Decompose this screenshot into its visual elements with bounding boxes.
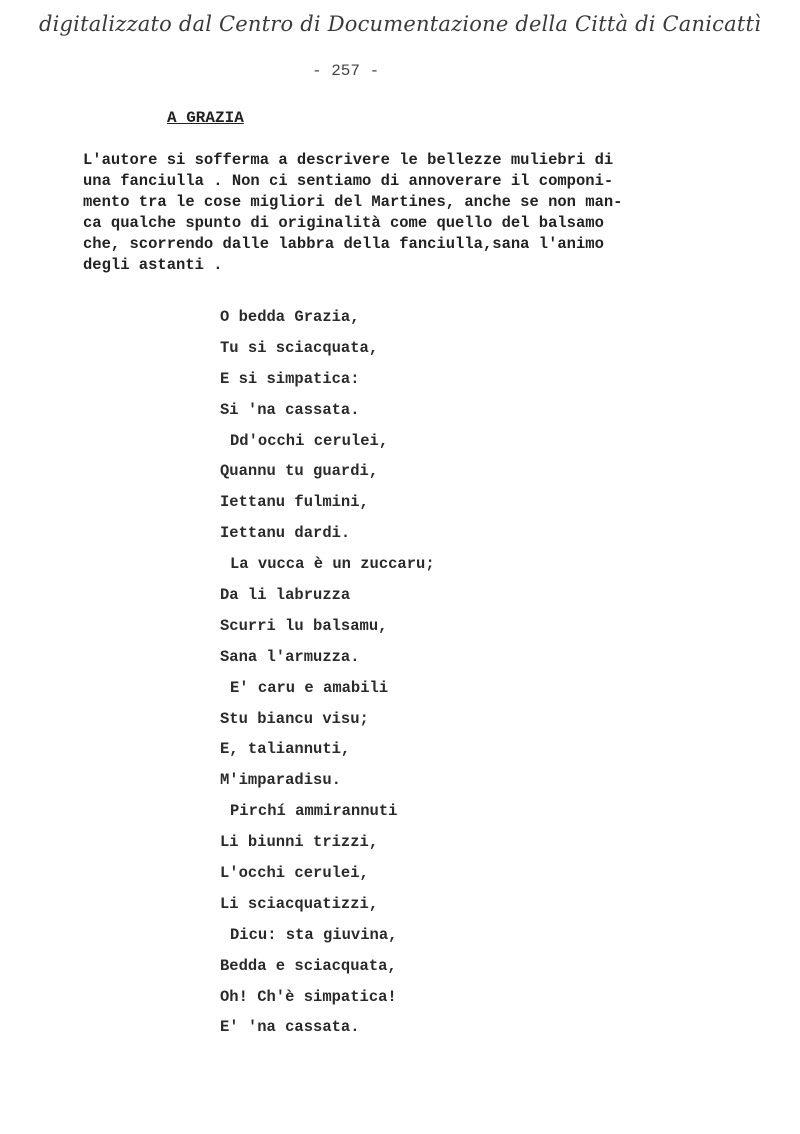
intro-line: che, scorrendo dalle labbra della fanciulla,sana l'animo bbox=[83, 235, 604, 253]
verse-line: E' caru e amabili bbox=[230, 678, 389, 697]
verse-line: Si 'na cassata. bbox=[220, 400, 360, 419]
verse-line: Dd'occhi cerulei, bbox=[230, 431, 389, 450]
verse-line: L'occhi cerulei, bbox=[220, 864, 369, 883]
intro-line: L'autore si sofferma a descrivere le bellezze muliebri di bbox=[83, 151, 614, 169]
verse-line: Sana l'armuzza. bbox=[220, 647, 360, 666]
verse-line: O bedda Grazia, bbox=[220, 308, 360, 326]
intro-line: una fanciulla . Non ci sentiamo di annoverare il componi- bbox=[83, 172, 614, 190]
poem-title: A GRAZIA bbox=[167, 109, 244, 127]
intro-line: mento tra le cose migliori del Martines, anche se non man- bbox=[83, 193, 623, 211]
intro-paragraph bbox=[83, 150, 703, 276]
verse-line: M'imparadisu. bbox=[220, 771, 341, 790]
verse-line: Dicu: sta giuvina, bbox=[230, 925, 398, 944]
intro-line: degli astanti . bbox=[83, 256, 223, 274]
verse-line: Da li labruzza bbox=[220, 586, 351, 605]
poem-body bbox=[220, 302, 435, 1043]
verse-line: E, taliannuti, bbox=[220, 740, 351, 759]
verse-line: Iettanu dardi. bbox=[220, 524, 351, 543]
verse-line: Li biunni trizzi, bbox=[220, 833, 379, 852]
page-number: - 257 - bbox=[312, 62, 380, 80]
verse-line: Iettanu fulmini, bbox=[220, 493, 369, 512]
intro-line: ca qualche spunto di originalità come quello del balsamo bbox=[83, 214, 604, 232]
verse-line: Scurri lu balsamu, bbox=[220, 616, 388, 635]
verse-line: Pirchí ammirannuti bbox=[230, 802, 398, 821]
verse-line: La vucca è un zuccaru; bbox=[230, 555, 435, 574]
verse-line: Tu si sciacquata, bbox=[220, 338, 379, 357]
verse-line: Stu biancu visu; bbox=[220, 709, 369, 728]
verse-line: Quannu tu guardi, bbox=[220, 462, 379, 481]
verse-line: E' 'na cassata. bbox=[220, 1018, 360, 1037]
verse-line: Oh! Ch'è simpatica! bbox=[220, 987, 397, 1006]
verse-line: E si simpatica: bbox=[220, 369, 360, 388]
verse-line: Li sciacquatizzi, bbox=[220, 894, 379, 913]
digitization-watermark: digitalizzato dal Centro di Documentazione della Città di Canicattì bbox=[38, 12, 762, 36]
verse-line: Bedda e sciacquata, bbox=[220, 956, 397, 975]
